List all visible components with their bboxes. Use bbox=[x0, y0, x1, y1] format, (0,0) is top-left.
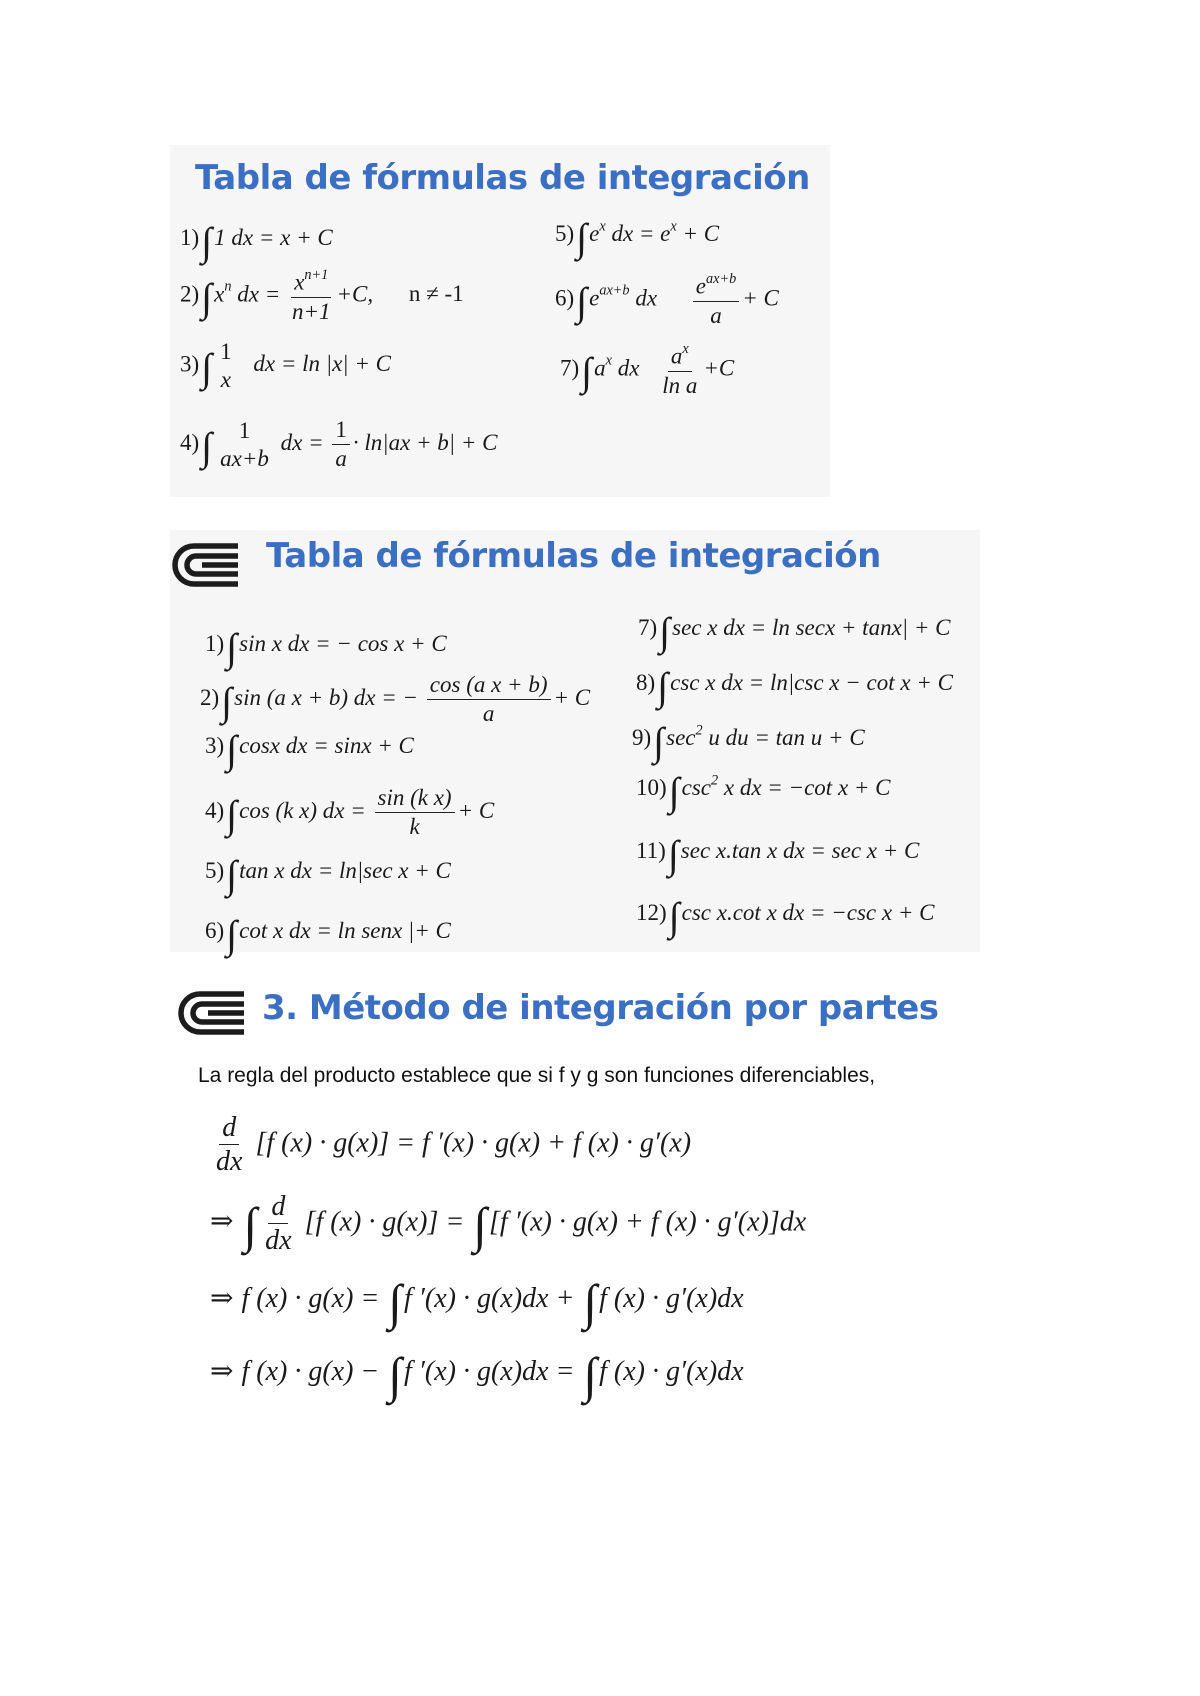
p1-formula-5: $5)\int e^x$ dx = $e^x + C$ bbox=[555, 215, 720, 260]
p1-formula-7: $7)\int a^x$ dx $\frac{a^x}{\text{ln a}}$ +C bbox=[560, 341, 735, 398]
intro-text: La regla del producto establece que si f y g son funciones diferenciables, bbox=[198, 1064, 876, 1087]
section3-title: 3. Método de integración por partes bbox=[262, 988, 939, 1028]
parts-equation-2: ⇒ f (x) · g(x) − ∫f ′(x) · g(x)dx = ∫f (x) · g′(x)dx bbox=[210, 1347, 744, 1403]
p2-formula-3: 3)∫cosx dx = sinx + C bbox=[205, 727, 414, 772]
integral-symbol: ∫ bbox=[226, 791, 238, 837]
panel2-title: Tabla de fórmulas de integración bbox=[266, 536, 881, 576]
p1-formula-3: 3)∫ 1 x dx = ln |x| + C bbox=[180, 339, 391, 393]
logo-icon bbox=[178, 988, 248, 1038]
integral-symbol: ∫ bbox=[388, 1347, 402, 1403]
integral-symbol: ∫ bbox=[576, 215, 588, 260]
integral-symbol: ∫ bbox=[201, 345, 213, 391]
integral-symbol: ∫ bbox=[473, 1197, 487, 1254]
p2-formula-8: 8)∫csc x dx = ln|csc x − cot x + C bbox=[636, 664, 953, 709]
p2-formula-4: 4)∫cos (k x) dx = $\frac{\text{sin (k x)}}{k}$ + C bbox=[205, 785, 495, 840]
integral-symbol: ∫ bbox=[667, 832, 679, 877]
integral-symbol: ∫ bbox=[668, 894, 680, 939]
p1-formula-1: 1)∫1 dx = x + C bbox=[180, 219, 333, 264]
integral-symbol: ∫ bbox=[226, 852, 238, 897]
product-rule-equation: $\frac{d}{dx}$ [f (x) · g(x)] = f ′(x) · g(x) + f (x) · g′(x) bbox=[216, 1112, 692, 1178]
integral-symbol: ∫ bbox=[576, 279, 588, 325]
p1-formula-6: $6)\int e^{ax+b}$ dx $\frac{e^{ax+b}}{a}$ + C bbox=[555, 271, 779, 328]
integral-symbol: ∫ bbox=[657, 664, 669, 709]
parts-equation-1: ⇒ f (x) · g(x) = ∫f ′(x) · g(x)dx + ∫f (x) · g′(x)dx bbox=[210, 1274, 744, 1330]
p2-formula-11: 11)∫sec x.tan x dx = sec x + C bbox=[636, 832, 920, 877]
integral-symbol: ∫ bbox=[668, 769, 680, 814]
integral-symbol: ∫ bbox=[226, 625, 238, 670]
p2-formula-9: $9)\int\sec^2$ u du = tan u + C bbox=[632, 719, 865, 764]
integral-symbol: ∫ bbox=[581, 349, 593, 395]
logo-icon bbox=[172, 540, 242, 590]
p2-formula-5: 5)∫tan x dx = ln|sec x + C bbox=[205, 852, 451, 897]
p2-formula-12: 12)∫csc x.cot x dx = −csc x + C bbox=[636, 894, 935, 939]
integral-symbol: ∫ bbox=[659, 609, 671, 654]
p2-formula-1: 1)∫sin x dx = − cos x + C bbox=[205, 625, 447, 670]
p2-formula-7: 7)∫sec x dx = ln secx + tanx| + C bbox=[638, 609, 951, 654]
integral-symbol: ∫ bbox=[226, 912, 238, 957]
integral-symbol: ∫ bbox=[583, 1274, 598, 1330]
integral-symbol: ∫ bbox=[201, 423, 213, 469]
p2-formula-10: $10)\int\csc^2$ x dx = −cot x + C bbox=[636, 769, 891, 814]
integral-symbol: ∫ bbox=[201, 275, 213, 321]
p1-formula-4: 4)∫ 1 ax+b dx = $\frac{1}{a}$ · ln|ax + b| + C bbox=[180, 417, 498, 472]
p1-formula-2: $2)\int x^n$ dx = $\frac{x^{n+1}}{n+1}$ +C, n ≠ -1 bbox=[180, 267, 464, 324]
integral-symbol: ∫ bbox=[226, 727, 238, 772]
integral-symbol: ∫ bbox=[653, 719, 665, 764]
p2-formula-6: 6)∫cot x dx = ln senx |+ C bbox=[205, 912, 451, 957]
p2-formula-2: 2)∫sin (a x + b) dx = − $\frac{\text{cos (a x + b)}}{a}$ + C bbox=[200, 672, 591, 727]
integral-symbol: ∫ bbox=[221, 678, 233, 724]
integral-symbol: ∫ bbox=[583, 1347, 598, 1403]
integral-symbol: ∫ bbox=[201, 219, 213, 264]
panel1-title: Tabla de fórmulas de integración bbox=[195, 158, 810, 198]
integral-symbol: ∫ bbox=[243, 1197, 258, 1254]
integrated-equation: ⇒ ∫ $\frac{d}{dx}$ [f (x) · g(x)] = ∫[f ′(x) · g(x) + f (x) · g′(x)]dx bbox=[210, 1191, 807, 1257]
integral-symbol: ∫ bbox=[388, 1274, 402, 1330]
